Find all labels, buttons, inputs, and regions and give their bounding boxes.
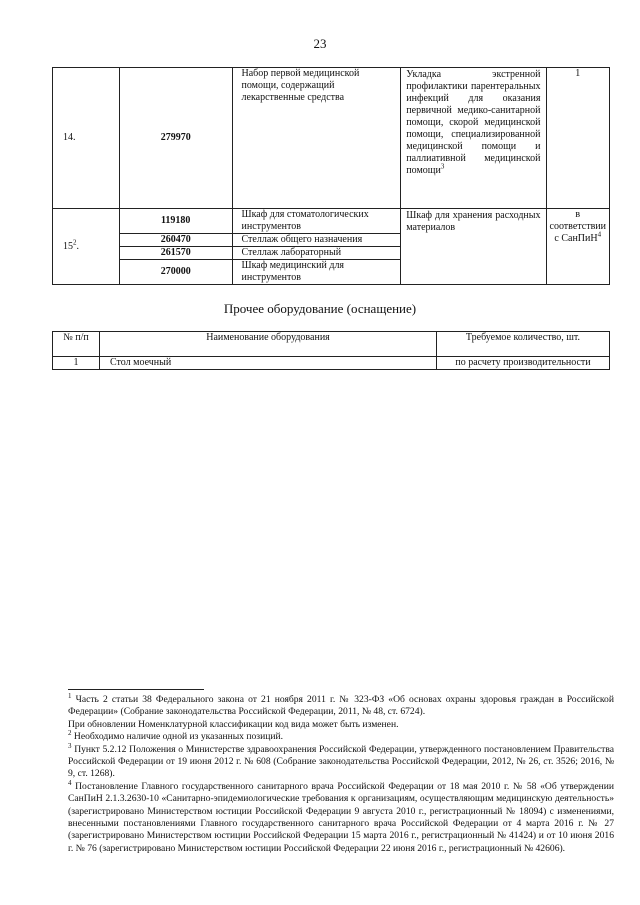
- type-code: 119180: [119, 209, 232, 234]
- footnote-divider: [68, 689, 204, 690]
- type-code: 261570: [119, 247, 232, 260]
- table-row: [53, 68, 610, 209]
- column-header-number: № п/п: [53, 332, 100, 357]
- type-code: 260470: [119, 234, 232, 247]
- footnotes: [68, 691, 614, 855]
- table-row: [53, 209, 610, 234]
- footnote: $^4$ Постановление Главного государственного санитарного врача Российской Федерации от 18 мая 2010 г. № 58 «Об утверждении СанПиН 2.1.3.2630-10 «Санитарно-эпидемиологические требования к организациям, осуществляющим медицинскую деятельность» (зарегистрировано Министерством юстиции Российской Федерации 9 августа 2010 г., регистрационный № 18094) с изменениями, внесенными постановлениями Главного государственного санитарного врача Российской Федерации от 4 марта 2016 г. № 27 (зарегистрировано Министерством юстиции Российской Федерации 15 марта 2016 г., регистрационный № 41424) и от 10 июня 2016 г. № 76 (зарегистрировано Министерством юстиции Российской Федерации 22 июня 2016 г., регистрационный № 42606).: [68, 778, 614, 854]
- footnote: $^2$ Необходимо наличие одной из указанных позиций.: [68, 729, 284, 743]
- equipment-name: Стеллаж общего назначения: [241, 234, 363, 245]
- page-number: 23: [313, 36, 327, 51]
- equipment-name: Набор первой медицинской помощи, содержащий лекарственные средства: [241, 68, 360, 103]
- type-code: 279970: [119, 68, 232, 209]
- section-title: Прочее оборудование (оснащение): [223, 301, 417, 316]
- column-header-name: Наименование оборудования: [100, 332, 437, 357]
- footnote: $^1$ Часть 2 статьи 38 Федерального закона от 21 ноября 2011 г. № 323-ФЗ «Об основах охраны здоровья граждан в Российской Федерации» (Собрание законодательства Российской Федерации, 2011, № 48, ст. 6724).: [68, 691, 614, 718]
- footnote-mark: 3: [440, 162, 445, 171]
- row-number: 1: [53, 357, 100, 370]
- type-code: 270000: [119, 260, 232, 285]
- footnote: При обновлении Номенклатурной классификации код вида может быть изменен.: [68, 718, 399, 730]
- required-quantity: 1: [546, 68, 610, 209]
- equipment-name: Стол моечный: [100, 357, 437, 370]
- required-quantity: в соответствии с СанПиН$^4$: [546, 209, 610, 285]
- row-number: 14.: [53, 68, 120, 209]
- equipment-purpose: Укладка экстренной профилактики парентеральных инфекций для оказания первичной медико-санитарной помощи, скорой медицинской помощи, специализированной медицинской помощи и паллиативной медицинской помощи: [406, 69, 541, 176]
- table-row: [53, 357, 610, 370]
- equipment-name: Стеллаж лабораторный: [241, 247, 342, 258]
- equipment-purpose: Шкаф для хранения расходных материалов: [406, 210, 541, 233]
- required-quantity: по расчету производительности: [437, 357, 610, 370]
- other-equipment-table: [52, 331, 610, 370]
- equipment-table: [52, 67, 610, 285]
- row-number: $15^2$.: [53, 209, 120, 285]
- equipment-name: Шкаф для стоматологических инструментов: [241, 209, 369, 232]
- equipment-name: Шкаф медицинский для инструментов: [241, 260, 345, 283]
- column-header-quantity: Требуемое количество, шт.: [437, 332, 610, 357]
- table-header-row: [53, 332, 610, 357]
- footnote: $^3$ Пункт 5.2.12 Положения о Министерстве здравоохранения Российской Федерации, утвержденного постановлением Правительства Российской Федерации от 19 июня 2012 г. № 608 (Собрание законодательства Российской Федерации, 2012, № 26, ст. 3526; 2016, № 9, ст. 1268).: [68, 741, 614, 780]
